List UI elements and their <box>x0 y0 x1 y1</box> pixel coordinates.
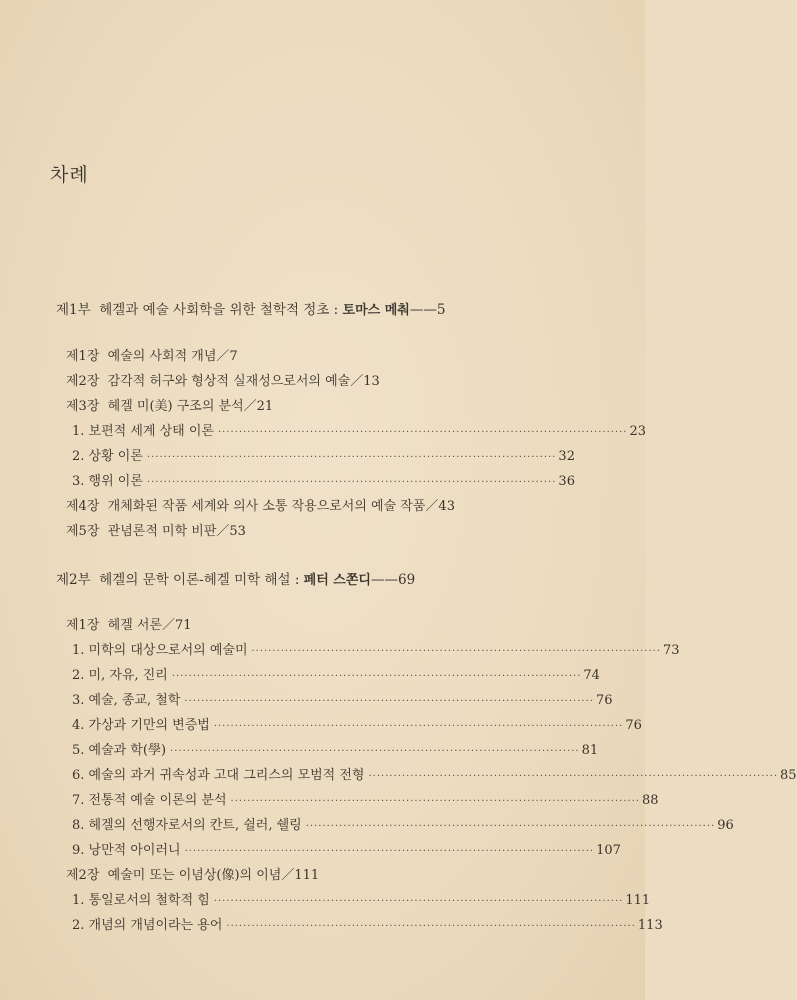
part-label: 제2부 <box>56 572 91 588</box>
section-entry <box>72 664 600 683</box>
part-page: ——5 <box>409 302 446 318</box>
dot-leader: ·································································································· <box>226 921 636 932</box>
section-entry <box>72 714 642 733</box>
section-label: 2. 미, 자유, 진리 <box>72 668 168 683</box>
chapter-label: 제2장 <box>66 374 100 389</box>
chapter-label: 제1장 <box>66 618 100 633</box>
chapter-text: 예술미 또는 이념상(像)의 이념／111 <box>107 868 320 883</box>
part-heading: 헤겔과 예술 사회학을 위한 철학적 정초 : <box>99 302 343 318</box>
part-heading: 헤겔의 문학 이론-헤겔 미학 해설 : <box>99 572 304 588</box>
section-page: 88 <box>642 793 659 808</box>
section-label: 7. 전통적 예술 이론의 분석 <box>72 793 227 808</box>
dot-leader: ·································································································· <box>184 846 595 857</box>
section-entry <box>72 445 575 464</box>
section-label: 6. 예술의 과거 귀속성과 고대 그리스의 모범적 전형 <box>72 768 365 783</box>
part-2-heading <box>56 568 415 588</box>
dot-leader: ·································································································· <box>213 721 624 732</box>
section-entry <box>72 470 575 489</box>
dot-leader: ·································································································· <box>251 646 662 657</box>
section-entry <box>72 689 613 708</box>
section-label: 1. 통일로서의 철학적 힘 <box>72 893 210 908</box>
dot-leader: ·································································································· <box>171 671 582 682</box>
section-label: 1. 보편적 세계 상태 이론 <box>72 424 214 439</box>
dot-leader: ·································································································· <box>146 452 557 463</box>
section-entry <box>72 639 680 658</box>
dot-leader: ·································································································· <box>305 821 716 832</box>
section-label: 8. 헤겔의 선행자로서의 칸트, 쉴러, 쉘링 <box>72 818 302 833</box>
part-1-heading <box>56 298 445 318</box>
dot-leader: ·································································································· <box>230 796 641 807</box>
section-label: 5. 예술과 학(學) <box>72 743 167 758</box>
section-entry <box>72 764 797 783</box>
chapter-text: 개체화된 작품 세계와 의사 소통 작용으로서의 예술 작품／43 <box>107 499 455 514</box>
chapter-label: 제5장 <box>66 524 100 539</box>
section-page: 76 <box>625 718 642 733</box>
chapter-entry <box>66 370 380 389</box>
section-entry <box>72 914 663 933</box>
section-page: 107 <box>596 843 621 858</box>
chapter-entry <box>66 614 192 633</box>
chapter-text: 예술의 사회적 개념／7 <box>107 349 238 364</box>
dot-leader: ·································································································· <box>170 746 580 757</box>
dot-leader: ·································································································· <box>184 696 594 707</box>
chapter-entry <box>66 395 273 414</box>
section-page: 113 <box>637 918 663 933</box>
toc-title: 차례 <box>50 164 89 186</box>
section-label: 2. 상황 이론 <box>72 449 143 464</box>
chapter-label: 제4장 <box>66 499 100 514</box>
part-page: ——69 <box>370 572 416 588</box>
section-entry <box>72 420 647 439</box>
section-page: 81 <box>581 743 599 758</box>
section-page: 76 <box>595 693 613 708</box>
chapter-text: 감각적 허구와 형상적 실재성으로서의 예술／13 <box>107 374 380 389</box>
section-entry <box>72 889 651 908</box>
section-page: 111 <box>625 893 651 908</box>
chapter-entry <box>66 520 246 539</box>
dot-leader: ·································································································· <box>146 477 557 488</box>
section-entry <box>72 789 659 808</box>
section-page: 85 <box>780 768 797 783</box>
section-page: 23 <box>629 424 647 439</box>
section-page: 36 <box>558 474 575 489</box>
section-entry <box>72 814 734 833</box>
section-page: 73 <box>663 643 680 658</box>
section-page: 96 <box>717 818 734 833</box>
chapter-entry <box>66 495 455 514</box>
chapter-text: 헤겔 서론／71 <box>107 618 192 633</box>
section-label: 1. 미학의 대상으로서의 예술미 <box>72 643 248 658</box>
part-author: 페터 스쫀디 <box>303 573 371 588</box>
dot-leader: ·································································································· <box>368 771 779 782</box>
section-label: 9. 낭만적 아이러니 <box>72 843 181 858</box>
section-label: 2. 개념의 개념이라는 용어 <box>72 918 223 933</box>
chapter-entry <box>66 345 238 364</box>
section-entry <box>72 739 599 758</box>
part-author: 토마스 메춰 <box>342 303 410 318</box>
section-label: 4. 가상과 기만의 변증법 <box>72 718 210 733</box>
chapter-text: 관념론적 미학 비판／53 <box>107 524 246 539</box>
chapter-label: 제1장 <box>66 349 100 364</box>
chapter-label: 제3장 <box>66 399 100 414</box>
chapter-text: 헤겔 미(美) 구조의 분석／21 <box>107 399 274 414</box>
section-label: 3. 예술, 종교, 철학 <box>72 693 181 708</box>
section-entry <box>72 839 621 858</box>
dot-leader: ·································································································· <box>213 896 624 907</box>
chapter-entry <box>66 864 319 883</box>
chapter-label: 제2장 <box>66 868 100 883</box>
section-page: 74 <box>583 668 600 683</box>
section-label: 3. 행위 이론 <box>72 474 143 489</box>
dot-leader: ·································································································· <box>217 427 628 438</box>
section-page: 32 <box>558 449 575 464</box>
part-label: 제1부 <box>56 302 91 318</box>
